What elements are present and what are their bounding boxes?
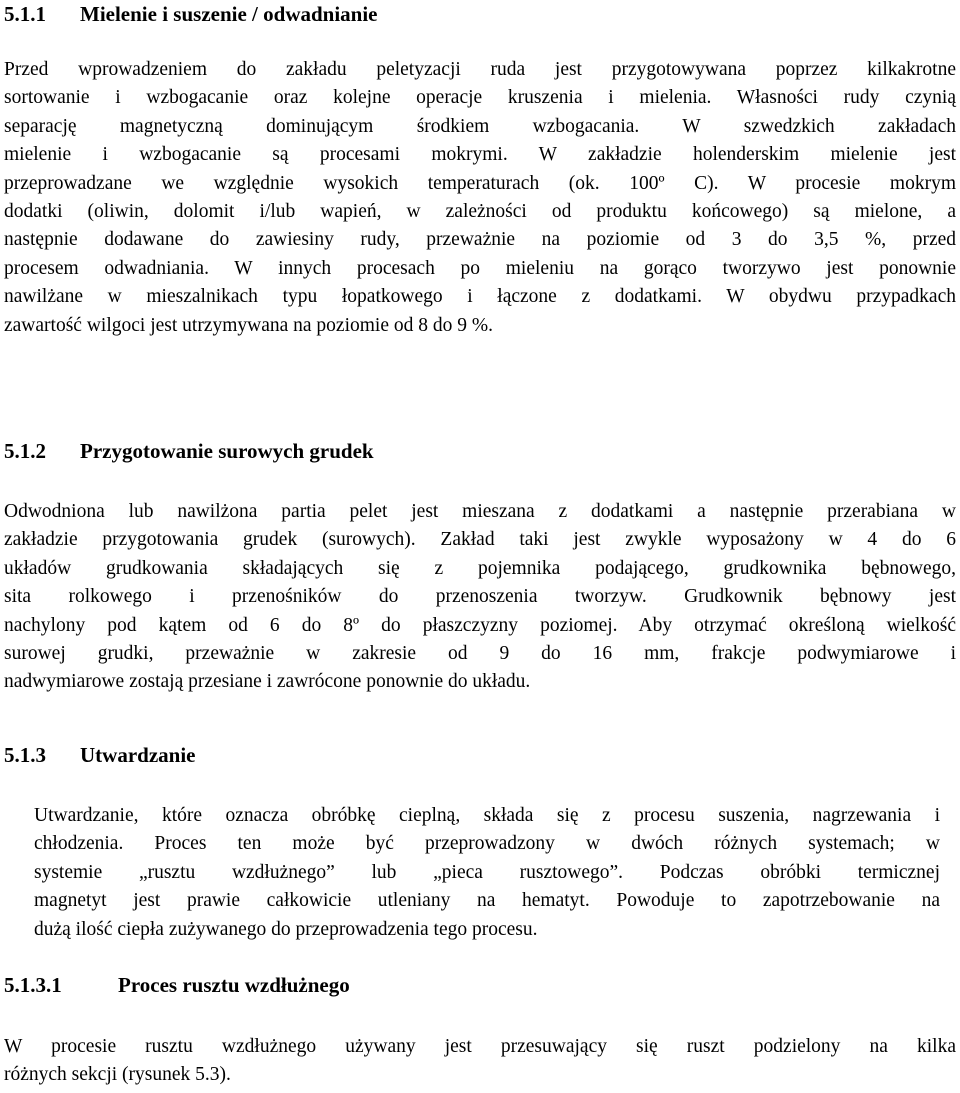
section-number: 5.1.2 — [4, 439, 46, 463]
paragraph-line: sita rolkowego i przenośników do przenoszenia tworzyw. Grudkownik bębnowy jest — [4, 586, 956, 608]
paragraph-line: zawartość wilgoci jest utrzymywana na poziomie od 8 do 9 %. — [4, 314, 493, 336]
paragraph-line: systemie „rusztu wzdłużnego” lub „pieca rusztowego”. Podczas obróbki termicznej — [34, 861, 940, 883]
section-heading-5-1-3-1 — [4, 973, 350, 997]
paragraph-line: procesem odwadniania. W innych procesach po mieleniu na gorąco tworzywo jest ponownie — [4, 257, 956, 279]
paragraph-line: separację magnetyczną dominującym środkiem wzbogacania. W szwedzkich zakładach — [4, 115, 956, 137]
section-number: 5.1.1 — [4, 2, 46, 26]
paragraph-line: sortowanie i wzbogacanie oraz kolejne operacje kruszenia i mielenia. Własności rudy czynią — [4, 87, 956, 109]
paragraph-line: surowej grudki, przeważnie w zakresie od 9 do 16 mm, frakcje podwymiarowe i — [4, 643, 956, 665]
section-heading-5-1-3 — [4, 743, 195, 767]
paragraph-line: W procesie rusztu wzdłużnego używany jest przesuwający się ruszt podzielony na kilka — [4, 1036, 956, 1057]
section-title: Mielenie i suszenie / odwadnianie — [80, 2, 378, 26]
section-heading-5-1-1 — [4, 2, 378, 26]
section-paragraph-5-1-1 — [4, 56, 956, 340]
section-title: Proces rusztu wzdłużnego — [118, 973, 350, 997]
paragraph-line: magnetyt jest prawie całkowicie utleniany na hematyt. Powoduje to zapotrzebowanie na — [34, 890, 940, 912]
section-number: 5.1.3.1 — [4, 973, 62, 997]
section-paragraph-5-1-3 — [34, 802, 940, 944]
paragraph-line: przeprowadzane we względnie wysokich temperaturach (ok. 100º C). W procesie mokrym — [4, 172, 956, 194]
paragraph-line: nawilżane w mieszalnikach typu łopatkowego i łączone z dodatkami. W obydwu przypadkach — [4, 286, 956, 308]
paragraph-line: nadwymiarowe zostają przesiane i zawrócone ponownie do układu. — [4, 671, 531, 693]
paragraph-line: następnie dodawane do zawiesiny rudy, przeważnie na poziomie od 3 do 3,5 %, przed — [4, 229, 956, 251]
section-paragraph-5-1-3-1 — [4, 1033, 956, 1090]
paragraph-line: różnych sekcji (rysunek 5.3). — [4, 1064, 231, 1086]
paragraph-line: układów grudkowania składających się z pojemnika podającego, grudkownika bębnowego, — [4, 557, 956, 579]
paragraph-line: nachylony pod kątem od 6 do 8º do płaszczyzny poziomej. Aby otrzymać określoną wielkość — [4, 614, 956, 636]
paragraph-line: Utwardzanie, które oznacza obróbkę cieplną, składa się z procesu suszenia, nagrzewania i — [34, 805, 940, 826]
paragraph-line: dużą ilość ciepła zużywanego do przeprowadzenia tego procesu. — [34, 918, 538, 940]
paragraph-line: Przed wprowadzeniem do zakładu peletyzacji ruda jest przygotowywana poprzez kilkakrotne — [4, 59, 956, 80]
section-number: 5.1.3 — [4, 743, 46, 767]
paragraph-line: zakładzie przygotowania grudek (surowych). Zakład taki jest zwykle wyposażony w 4 do 6 — [4, 529, 956, 551]
paragraph-line: Odwodniona lub nawilżona partia pelet jest mieszana z dodatkami a następnie przerabiana w — [4, 501, 956, 522]
section-title: Przygotowanie surowych grudek — [80, 439, 374, 463]
paragraph-line: dodatki (oliwin, dolomit i/lub wapień, w zależności od produktu końcowego) są mielone, a — [4, 201, 956, 223]
section-heading-5-1-2 — [4, 439, 374, 463]
paragraph-line: mielenie i wzbogacanie są procesami mokrymi. W zakładzie holenderskim mielenie jest — [4, 144, 956, 166]
section-title: Utwardzanie — [80, 743, 196, 767]
section-paragraph-5-1-2 — [4, 498, 956, 697]
paragraph-line: chłodzenia. Proces ten może być przeprowadzony w dwóch różnych systemach; w — [34, 833, 940, 855]
